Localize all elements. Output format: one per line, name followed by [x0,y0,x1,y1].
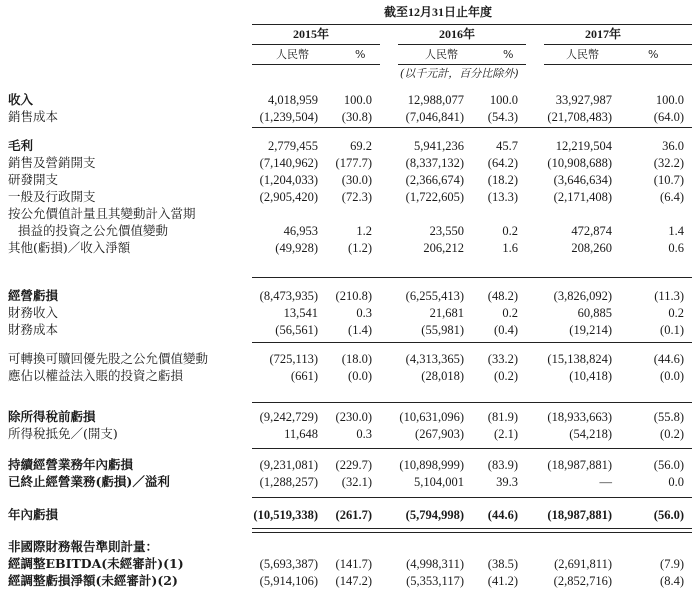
percent-cell: (210.8) [335,289,372,303]
amount-cell: (725,113) [269,352,318,366]
percent-cell: 100.0 [343,93,372,107]
row-label: 已終止經營業務(虧損)／溢利 [8,474,170,489]
amount-cell: (1,204,033) [259,173,318,187]
amount-cell: — [599,475,612,489]
row-label: 一般及行政開支 [8,189,96,204]
rule-after-tax [252,448,692,449]
amount-cell: (661) [290,369,318,383]
percent-cell: (1.2) [348,241,372,255]
amount-cell: 12,219,504 [555,139,612,153]
amount-cell: (5,794,998) [405,508,464,522]
amount-cell: 21,681 [429,306,464,320]
amount-cell: (1,288,257) [259,475,318,489]
amount-cell: 2,779,455 [268,139,318,153]
percent-cell: (11.3) [654,289,684,303]
percent-cell: (18.0) [341,352,372,366]
amount-cell: (5,693,387) [259,557,318,571]
amount-cell: (2,171,408) [553,190,612,204]
percent-cell: (55.8) [653,410,684,424]
percent-cell: (13.3) [487,190,518,204]
percent-cell: (1.4) [348,323,372,337]
percent-cell: (72.3) [341,190,372,204]
percent-cell: (83.9) [487,458,518,472]
amount-cell: (8,337,132) [405,156,464,170]
amount-cell: (10,418) [569,369,612,383]
currency-label-2015: 人民幣 [276,48,309,61]
row-label: 經調整虧損淨額(未經審計)(2) [8,573,178,588]
percent-cell: 45.7 [496,139,518,153]
percent-cell: 100.0 [489,93,518,107]
percent-cell: (54.3) [487,110,518,124]
percent-cell: (38.5) [487,557,518,571]
percent-cell: (48.2) [487,289,518,303]
amount-cell: (9,242,729) [259,410,318,424]
percent-cell: (7.9) [660,557,684,571]
row-label: 研發開支 [8,172,59,187]
percent-cell: (33.2) [487,352,518,366]
amount-cell: (10,908,688) [547,156,612,170]
amount-cell: (1,239,504) [259,110,318,124]
percent-cell: 0.2 [502,306,518,320]
row-label: 銷售及營銷開支 [8,155,96,170]
row-label: 非國際財務報告準則計量： [8,539,159,554]
amount-cell: (10,519,338) [253,508,318,522]
amount-cell: (6,255,413) [405,289,464,303]
amount-cell: 23,550 [429,224,464,238]
header-rule-top [252,24,692,25]
percent-cell: (2.1) [494,427,518,441]
percent-cell: (56.0) [653,508,684,522]
row-label: 毛利 [8,138,34,153]
amount-cell: (18,987,881) [547,458,612,472]
percent-cell: (230.0) [335,410,372,424]
rule-after-equity [252,402,692,403]
amount-cell: 12,988,077 [407,93,464,107]
year-rule-2017 [544,44,692,45]
percent-cell: 0.0 [668,475,684,489]
percent-cell: 36.0 [662,139,684,153]
subheader-rule-2017 [544,64,692,65]
amount-cell: (10,631,096) [399,410,464,424]
amount-cell: (56,561) [275,323,318,337]
percent-cell: (44.6) [487,508,518,522]
amount-cell: (28,018) [421,369,464,383]
year-rule-2016 [398,44,526,45]
rule-after-other [252,277,692,278]
row-label: 經調整EBITDA(未經審計)(1) [8,556,184,571]
row-label: 可轉換可贖回優先股之公允價值變動 [8,351,209,366]
percent-cell: (30.0) [341,173,372,187]
amount-cell: (55,981) [421,323,464,337]
amount-cell: 208,260 [571,241,612,255]
row-label: 銷售成本 [8,109,59,124]
percent-cell: (81.9) [487,410,518,424]
percent-cell: (0.0) [660,369,684,383]
amount-cell: (5,353,117) [406,574,464,588]
percent-cell: 0.2 [502,224,518,238]
percent-cell: (64.2) [487,156,518,170]
period-heading: 截至12月31日止年度 [384,5,493,19]
amount-cell: (18,933,663) [547,410,612,424]
percent-cell: 0.3 [356,427,372,441]
currency-label-2016: 人民幣 [425,48,458,61]
amount-cell: (267,903) [415,427,464,441]
amount-cell: (15,138,824) [547,352,612,366]
amount-cell: 13,541 [283,306,318,320]
percent-cell: 0.6 [668,241,684,255]
year-2015: 2015年 [293,27,330,41]
percent-cell: (141.7) [335,557,372,571]
rule-after-finance [252,342,692,343]
percent-cell: (177.7) [335,156,372,170]
percent-cell: (0.2) [660,427,684,441]
amount-cell: (3,646,634) [553,173,612,187]
row-label: 所得稅抵免／(開支) [8,426,118,441]
percent-cell: (30.8) [341,110,372,124]
percent-label-2015: % [355,48,366,61]
amount-cell: 60,885 [577,306,612,320]
amount-cell: (19,214) [569,323,612,337]
rule-after-discontinued [252,497,692,498]
row-label: 年內虧損 [8,507,59,522]
percent-cell: (0.0) [348,369,372,383]
percent-cell: 100.0 [655,93,684,107]
amount-cell: (2,366,674) [405,173,464,187]
amount-cell: (4,313,365) [405,352,464,366]
amount-cell: (1,722,605) [405,190,464,204]
percent-cell: (0.2) [494,369,518,383]
amount-cell: 472,874 [571,224,612,238]
double-rule-total [252,528,692,533]
amount-cell: 46,953 [283,224,318,238]
amount-cell: (7,140,962) [259,156,318,170]
percent-cell: (32.2) [653,156,684,170]
row-label: 應佔以權益法入賬的投資之虧損 [8,368,184,383]
percent-label-2017: % [648,48,659,61]
amount-cell: (21,708,483) [547,110,612,124]
percent-cell: (64.0) [653,110,684,124]
percent-cell: (41.2) [487,574,518,588]
amount-cell: (4,998,311) [406,557,464,571]
year-rule-2015 [252,44,380,45]
percent-cell: 69.2 [350,139,372,153]
amount-cell: (10,898,999) [399,458,464,472]
row-label: 財務收入 [8,305,59,320]
percent-cell: 1.2 [356,224,372,238]
percent-cell: (8.4) [660,574,684,588]
percent-cell: 0.3 [356,306,372,320]
percent-cell: (229.7) [335,458,372,472]
unit-note: (以千元計，百分比除外) [400,67,519,80]
amount-cell: 206,212 [423,241,464,255]
amount-cell: 5,941,236 [414,139,464,153]
percent-cell: 39.3 [496,475,518,489]
row-label: 收入 [8,92,34,107]
amount-cell: 33,927,987 [555,93,612,107]
percent-cell: 1.4 [668,224,684,238]
amount-cell: (7,046,841) [405,110,464,124]
amount-cell: (2,905,420) [259,190,318,204]
amount-cell: (9,231,081) [259,458,318,472]
year-2016: 2016年 [439,27,476,41]
amount-cell: (18,987,881) [547,508,612,522]
percent-cell: 1.6 [502,241,518,255]
row-label: 除所得稅前虧損 [8,409,96,424]
subheader-rule-2015 [252,64,380,65]
row-label: 持續經營業務年內虧損 [8,457,134,472]
amount-cell: 11,648 [284,427,318,441]
percent-cell: (6.4) [660,190,684,204]
amount-cell: 4,018,959 [268,93,318,107]
percent-cell: (147.2) [335,574,372,588]
percent-cell: (0.4) [494,323,518,337]
row-label: 按公允價值計量且其變動計入當期 [8,206,196,221]
percent-cell: (261.7) [335,508,372,522]
percent-cell: (10.7) [653,173,684,187]
amount-cell: (2,691,811) [554,557,612,571]
amount-cell: (5,914,106) [259,574,318,588]
percent-cell: (18.2) [487,173,518,187]
percent-cell: 0.2 [668,306,684,320]
row-label: 財務成本 [8,322,59,337]
amount-cell: (54,218) [569,427,612,441]
row-label: 其他(虧損)／收入淨額 [8,240,131,255]
amount-cell: (3,826,092) [553,289,612,303]
percent-cell: (32.1) [341,475,372,489]
amount-cell: (8,473,935) [259,289,318,303]
percent-cell: (44.6) [653,352,684,366]
row-label: 損益的投資之公允價值變動 [18,223,169,238]
year-2017: 2017年 [585,27,622,41]
percent-cell: (56.0) [653,458,684,472]
percent-cell: (0.1) [660,323,684,337]
row-label: 經營虧損 [8,288,59,303]
currency-label-2017: 人民幣 [566,48,599,61]
amount-cell: 5,104,001 [414,475,464,489]
amount-cell: (2,852,716) [553,574,612,588]
subheader-rule-2016 [398,64,526,65]
rule-after-cogs [252,127,692,128]
amount-cell: (49,928) [275,241,318,255]
percent-label-2016: % [503,48,514,61]
